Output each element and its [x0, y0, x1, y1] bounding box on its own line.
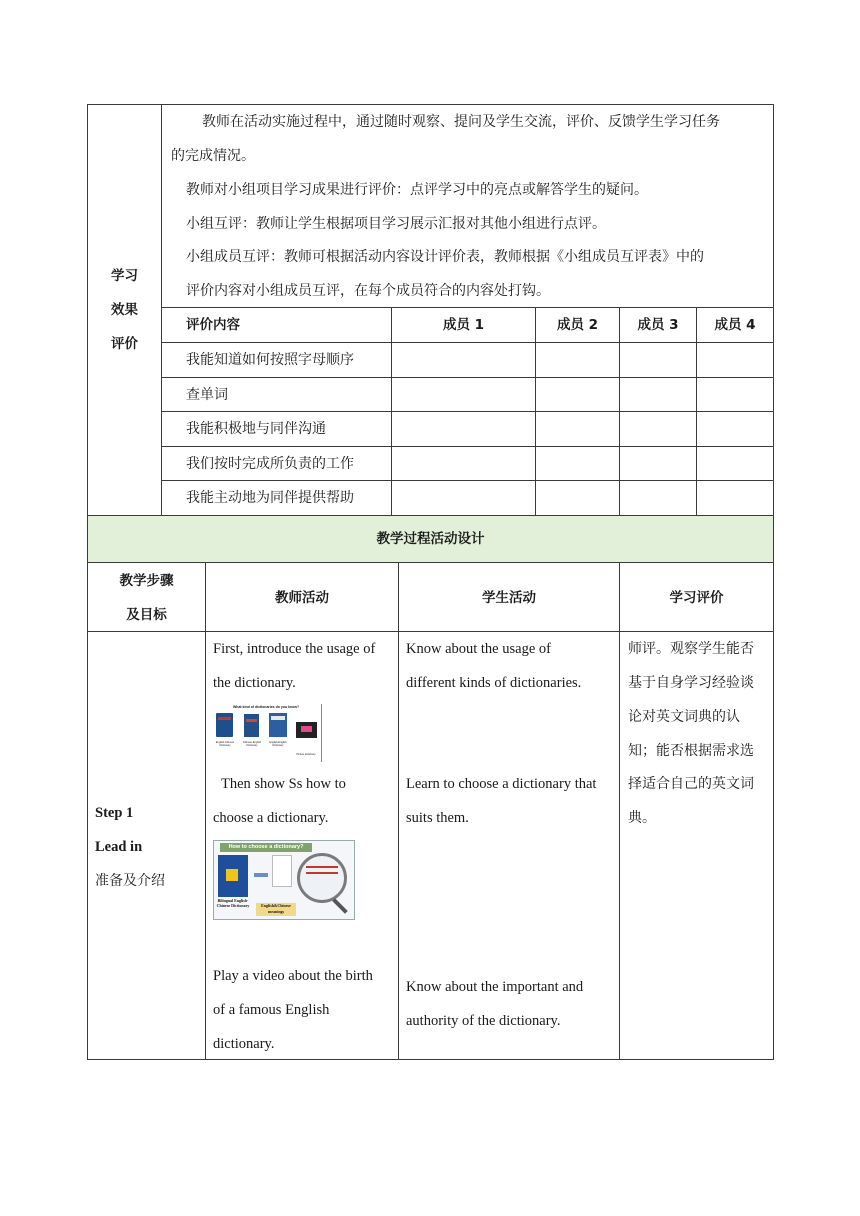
eval-paragraph: 教师对小组项目学习成果进行评价：点评学习中的亮点或解答学生的疑问。: [186, 182, 648, 198]
student-activity-text: different kinds of dictionaries.: [406, 675, 582, 691]
student-activity-text: suits them.: [406, 810, 469, 826]
header-step: 教学步骤: [119, 573, 174, 589]
teacher-activity-text: choose a dictionary.: [213, 810, 329, 826]
student-activity-text: Know about the usage of: [406, 641, 551, 657]
step-name: Lead in: [95, 839, 143, 855]
student-activity-text: Learn to choose a dictionary that: [406, 776, 597, 792]
caption: Chinese-English Dictionary: [242, 741, 262, 747]
teacher-activity-text: dictionary.: [213, 1036, 275, 1052]
eval-paragraph: 教师在活动实施过程中，通过随时观察、提问及学生交流，评价、反馈学生学习任务: [202, 114, 720, 130]
book-cover: [218, 855, 248, 897]
eval-label-2: 效果: [111, 302, 138, 318]
table-row: 我能知道如何按照字母顺序: [186, 352, 354, 368]
caption: Picture dictionary: [296, 753, 316, 756]
caption: Bilingual English-Chinese Dictionary: [216, 898, 250, 908]
choose-dictionary-image: [213, 840, 355, 920]
image1-title: What kind of dictionaries do you know?: [233, 705, 300, 709]
book-3: [269, 713, 287, 737]
magnifier-handle-icon: [332, 898, 348, 914]
eval-paragraph: 小组成员互评：教师可根据活动内容设计评价表，教师根据《小组成员互评表》中的: [186, 249, 704, 265]
image2-title: How to choose a dictionary?: [220, 843, 312, 852]
caption: English&Chinese meanings: [256, 903, 296, 916]
teacher-activity-text: First, introduce the usage of: [213, 641, 376, 657]
magnifier-icon: [297, 853, 347, 903]
step-goal: 准备及介绍: [95, 873, 165, 889]
eval-paragraph: 小组互评：教师让学生根据项目学习展示汇报对其他小组进行点评。: [186, 216, 606, 232]
eval-label-1: 学习: [111, 268, 138, 284]
table-row: 我能积极地与同伴沟通: [186, 421, 326, 437]
teacher-activity-text: Then show Ss how to: [221, 776, 346, 792]
evaluation-text: 师评。观察学生能否: [628, 641, 754, 657]
header-teacher: 教师活动: [275, 590, 329, 606]
eval-paragraph: 评价内容对小组成员互评，在每个成员符合的内容处打钩。: [186, 283, 550, 299]
evaluation-text: 论对英文词典的认: [628, 709, 740, 725]
teacher-activity-text: the dictionary.: [213, 675, 296, 691]
header-step-goal: 及目标: [126, 607, 167, 623]
table-header-member: 成员 3: [637, 317, 679, 333]
table-header-member: 成员 2: [556, 317, 599, 333]
table-header-member: 成员 1: [442, 317, 485, 333]
student-activity-text: Know about the important and: [406, 979, 584, 995]
header-student: 学生活动: [482, 590, 536, 606]
arrow-icon: [254, 873, 268, 877]
caption: English-Chinese Dictionary: [215, 741, 235, 747]
book-2: [244, 714, 259, 737]
dictionaries-image: [213, 704, 322, 762]
table-row: 我能主动地为同伴提供帮助: [186, 490, 354, 506]
eval-paragraph: 的完成情况。: [171, 148, 255, 164]
process-section-title: 教学过程活动设计: [376, 531, 485, 547]
table-row: 我们按时完成所负责的工作: [186, 456, 354, 472]
teacher-activity-text: Play a video about the birth: [213, 968, 373, 984]
table-header-content: 评价内容: [186, 317, 240, 333]
table-row: 查单词: [186, 387, 228, 403]
evaluation-text: 知；能否根据需求选: [628, 743, 754, 759]
book-4: [296, 722, 317, 738]
page-icon: [272, 855, 292, 887]
eval-label-3: 评价: [111, 336, 138, 352]
student-activity-text: authority of the dictionary.: [406, 1013, 561, 1029]
evaluation-text: 典。: [628, 810, 656, 826]
evaluation-text: 基于自身学习经验谈: [628, 675, 754, 691]
header-evaluation: 学习评价: [669, 590, 724, 606]
book-1: [216, 713, 233, 737]
step-number: Step 1: [95, 805, 134, 821]
table-header-member: 成员 4: [714, 317, 756, 333]
teacher-activity-text: of a famous English: [213, 1002, 330, 1018]
caption: English-English Dictionary: [269, 741, 287, 747]
evaluation-text: 择适合自己的英文词: [628, 776, 754, 792]
